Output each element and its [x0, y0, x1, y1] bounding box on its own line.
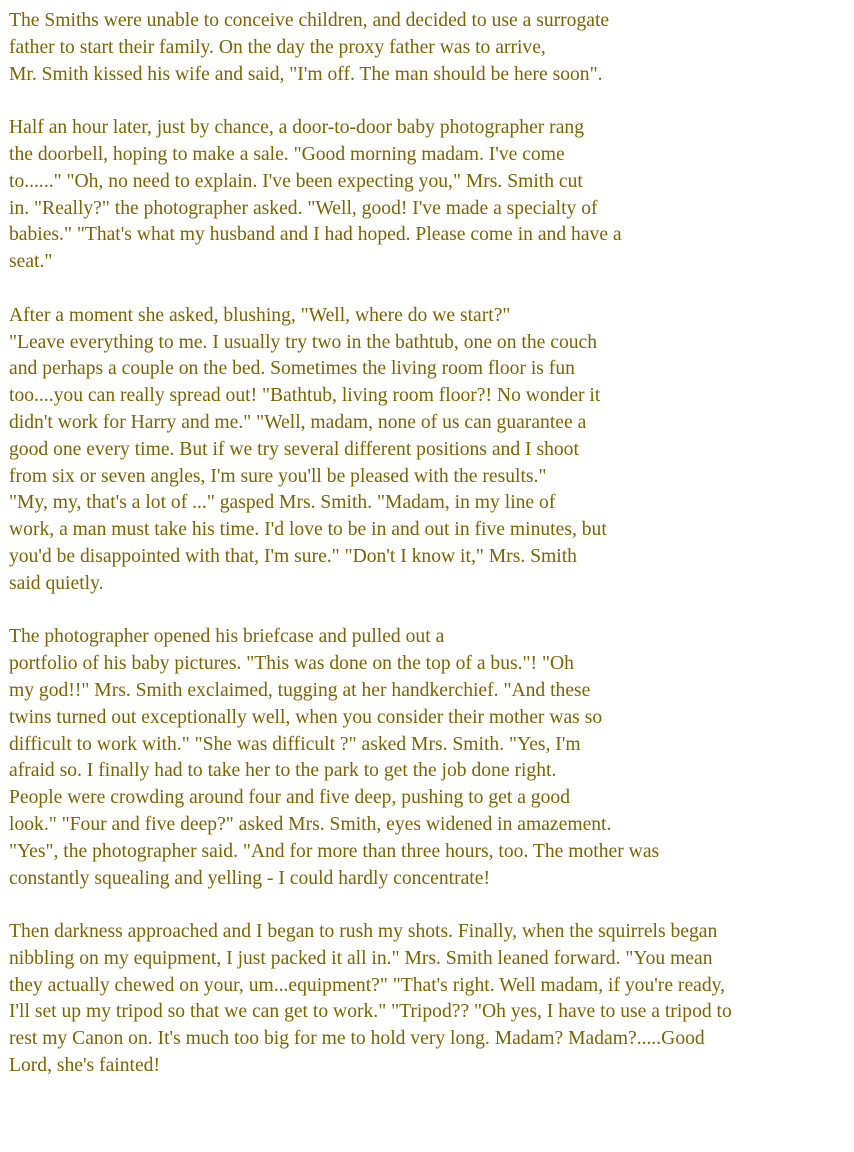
text-line: After a moment she asked, blushing, "Well, where do we start?" [9, 304, 511, 326]
text-line: seat." [9, 251, 53, 273]
text-line: you'd be disappointed with that, I'm sure." "Don't I know it," Mrs. Smith [9, 545, 577, 567]
text-line: "My, my, that's a lot of ..." gasped Mrs. Smith. "Madam, in my line of [9, 492, 556, 514]
text-line: portfolio of his baby pictures. "This was done on the top of a bus."! "Oh [9, 653, 574, 675]
text-line: look." "Four and five deep?" asked Mrs. Smith, eyes widened in amazement. [9, 813, 612, 835]
text-line: Then darkness approached and I began to rush my shots. Finally, when the squirrels began [9, 921, 718, 943]
text-line: The Smiths were unable to conceive children, and decided to use a surrogate [9, 10, 610, 31]
story-document [9, 8, 851, 1107]
text-line: my god!!" Mrs. Smith exclaimed, tugging at her handkerchief. "And these [9, 679, 591, 701]
text-line: difficult to work with." "She was difficult ?" asked Mrs. Smith. "Yes, I'm [9, 733, 581, 755]
text-line: nibbling on my equipment, I just packed it all in." Mrs. Smith leaned forward. "You mean [9, 947, 713, 969]
text-line: "Yes", the photographer said. "And for more than three hours, too. The mother was [9, 840, 660, 862]
text-line: twins turned out exceptionally well, when you consider their mother was so [9, 706, 603, 728]
text-line: from six or seven angles, I'm sure you'll be pleased with the results." [9, 465, 547, 487]
paragraph-4 [9, 624, 851, 892]
text-line: babies." "That's what my husband and I had hoped. Please come in and have a [9, 224, 622, 246]
text-line: father to start their family. On the day the proxy father was to arrive, [9, 36, 546, 58]
text-line: to......" "Oh, no need to explain. I've been expecting you," Mrs. Smith cut [9, 170, 583, 192]
text-line: "Leave everything to me. I usually try two in the bathtub, one on the couch [9, 331, 598, 353]
text-line: didn't work for Harry and me." "Well, madam, none of us can guarantee a [9, 411, 587, 433]
text-line: the doorbell, hoping to make a sale. "Good morning madam. I've come [9, 143, 565, 165]
paragraph-2 [9, 115, 851, 276]
text-line: they actually chewed on your, um...equipment?" "That's right. Well madam, if you're ready, [9, 974, 726, 996]
paragraph-3 [9, 303, 851, 598]
paragraph-5 [9, 919, 851, 1080]
text-line: constantly squealing and yelling - I could hardly concentrate! [9, 867, 490, 889]
text-line: Mr. Smith kissed his wife and said, "I'm off. The man should be here soon". [9, 63, 603, 85]
text-line: The photographer opened his briefcase and pulled out a [9, 626, 445, 648]
text-line: afraid so. I finally had to take her to the park to get the job done right. [9, 760, 557, 782]
text-line: rest my Canon on. It's much too big for me to hold very long. Madam? Madam?.....Good [9, 1028, 705, 1050]
text-line: Lord, she's fainted! [9, 1055, 160, 1077]
text-line: in. "Really?" the photographer asked. "Well, good! I've made a specialty of [9, 197, 598, 219]
text-line: Half an hour later, just by chance, a door-to-door baby photographer rang [9, 117, 585, 139]
text-line: work, a man must take his time. I'd love to be in and out in five minutes, but [9, 519, 607, 541]
paragraph-1 [9, 8, 851, 88]
text-line: said quietly. [9, 572, 104, 594]
text-line: I'll set up my tripod so that we can get to work." "Tripod?? "Oh yes, I have to use a tripod to [9, 1001, 732, 1023]
text-line: good one every time. But if we try several different positions and I shoot [9, 438, 579, 460]
text-line: too....you can really spread out! "Bathtub, living room floor?! No wonder it [9, 385, 601, 407]
text-line: People were crowding around four and five deep, pushing to get a good [9, 787, 570, 809]
text-line: and perhaps a couple on the bed. Sometimes the living room floor is fun [9, 358, 575, 380]
